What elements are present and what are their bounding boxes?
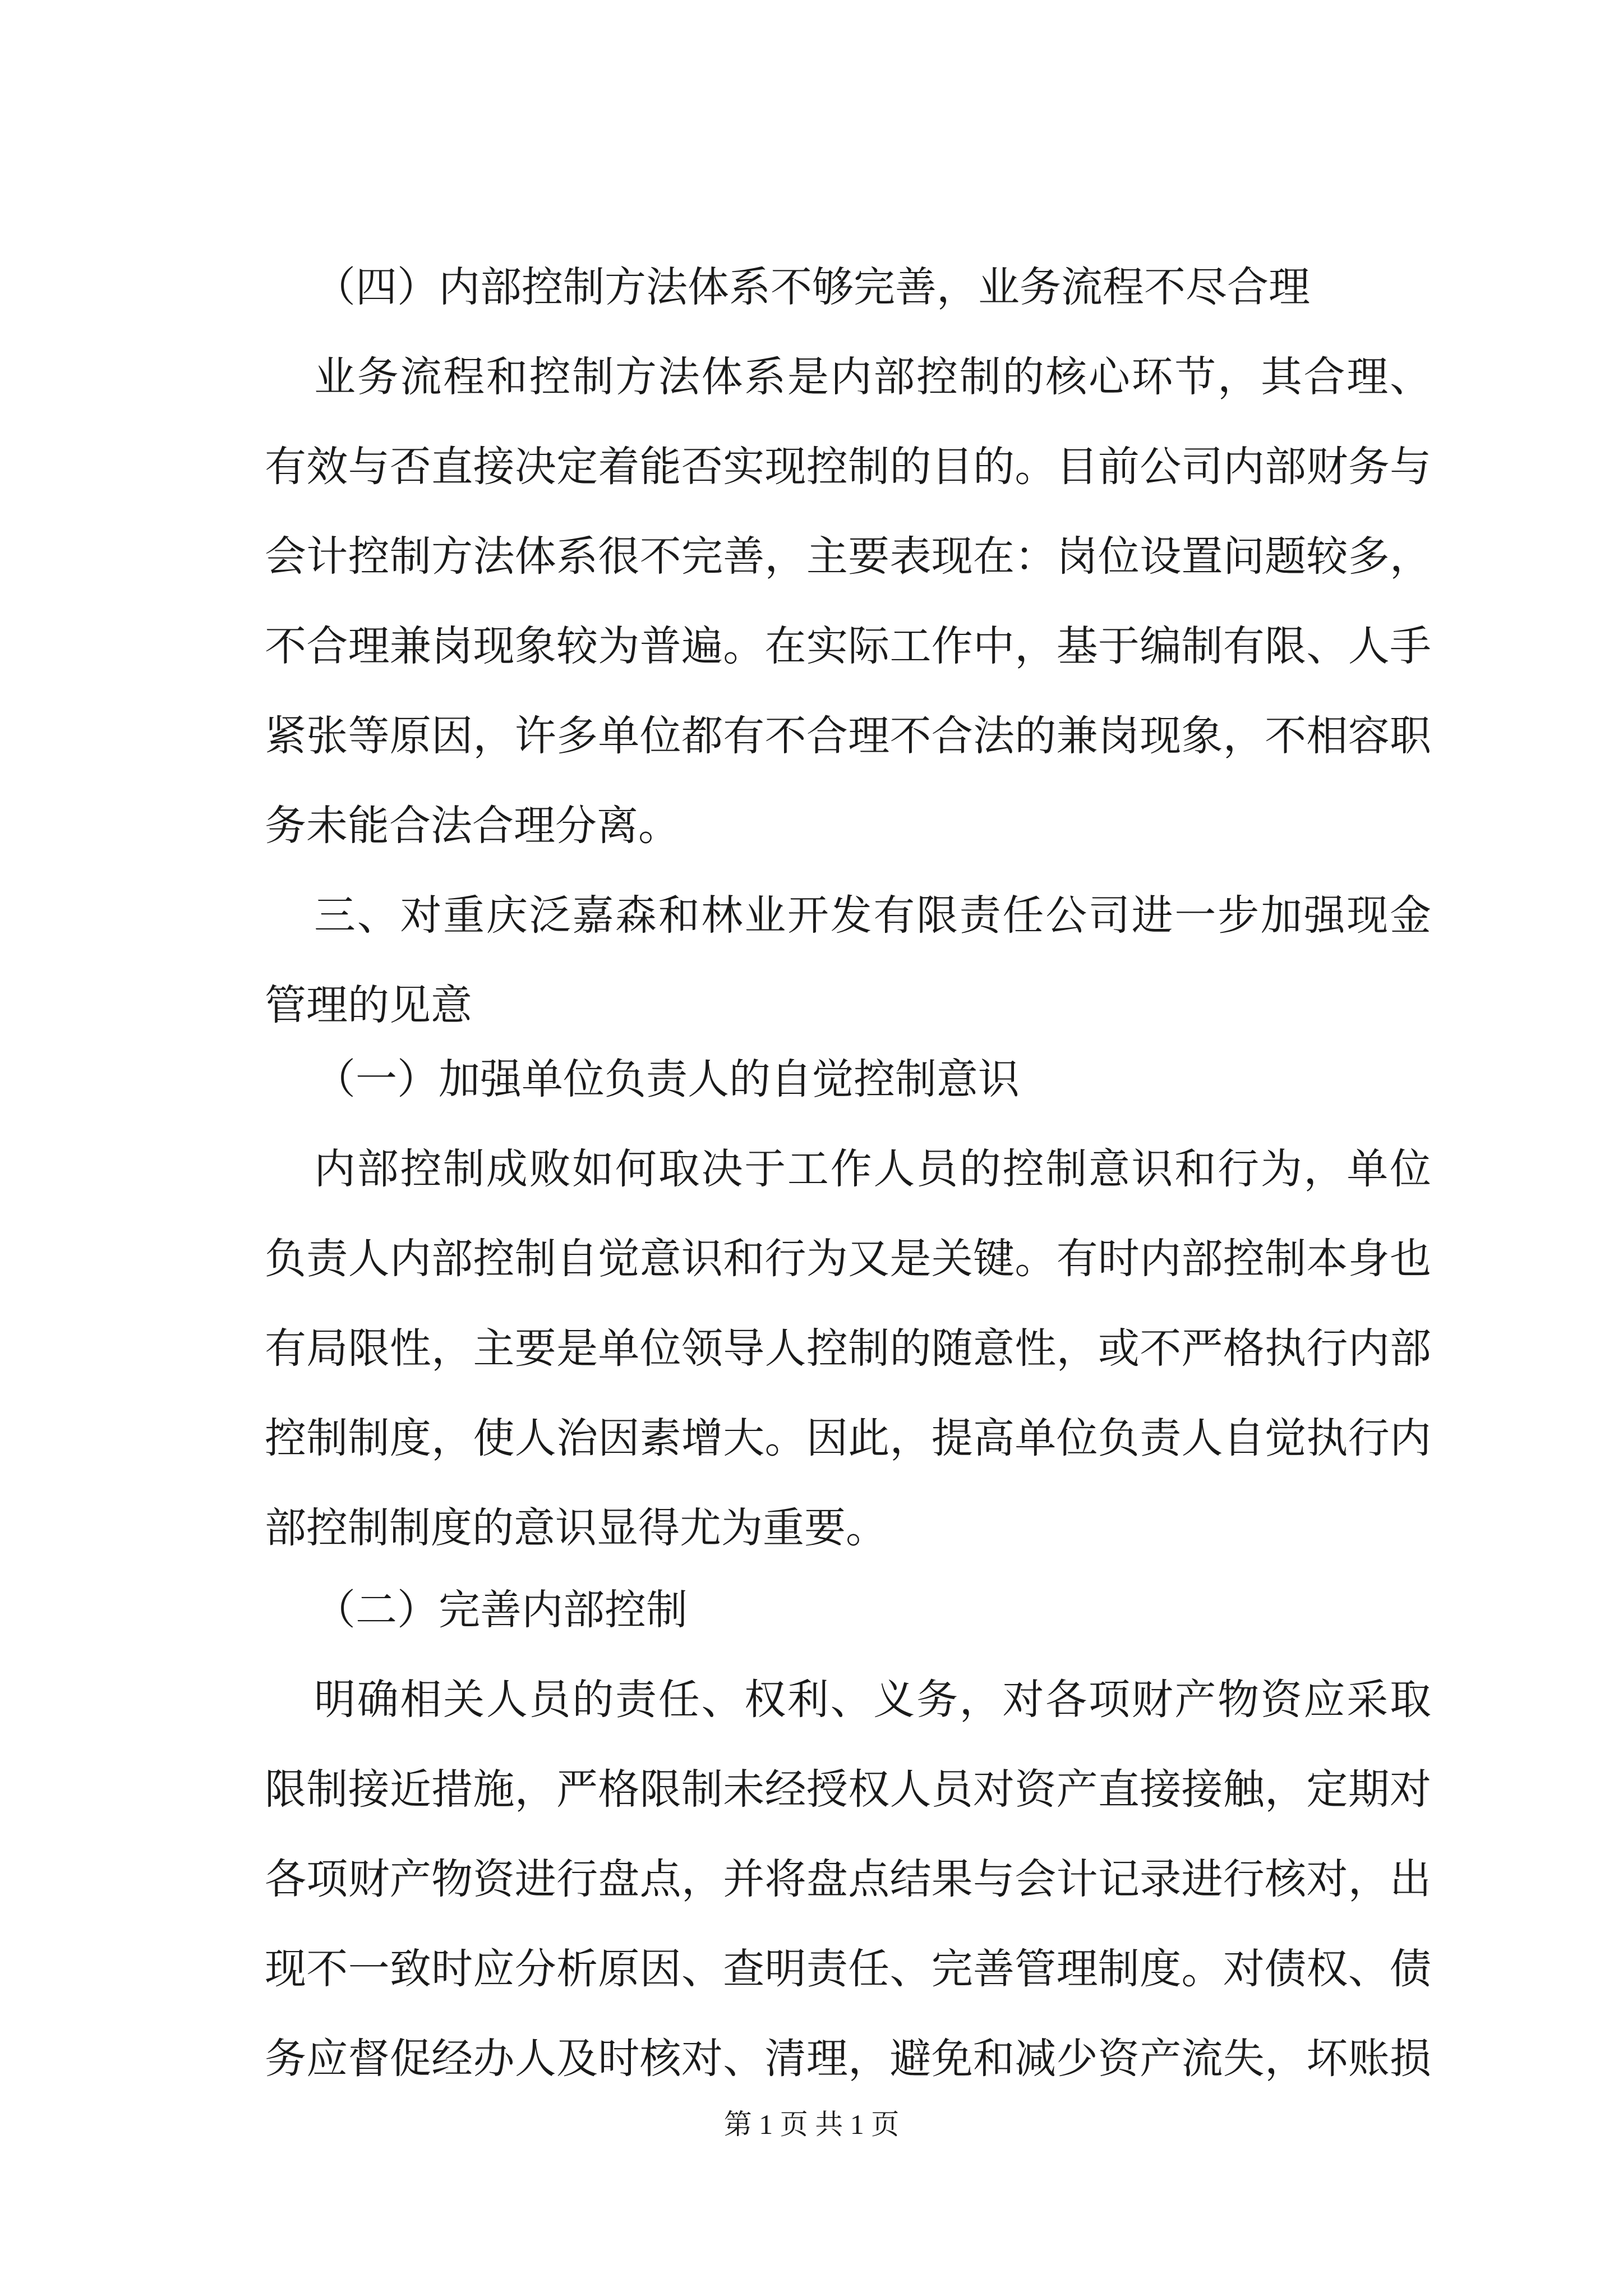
paragraph-line: 会计控制方法体系很不完善，主要表现在：岗位设置问题较多， [265, 532, 1431, 581]
subsection-heading-1: （一）加强单位负责人的自觉控制意识 [314, 1055, 1020, 1103]
paragraph-line: 明确相关人员的责任、权利、义务，对各项财产物资应采取 [314, 1676, 1431, 1724]
page-number-footer: 第 1 页 共 1 页 [723, 2109, 900, 2140]
paragraph-line: 有效与否直接决定着能否实现控制的目的。目前公司内部财务与 [265, 443, 1431, 491]
section-heading-3: 三、对重庆泛嘉森和林业开发有限责任公司进一步加强现金 [314, 891, 1431, 940]
section-heading-3-cont: 管理的见意 [265, 981, 472, 1029]
paragraph-line: 有局限性，主要是单位领导人控制的随意性，或不严格执行内部 [265, 1324, 1431, 1373]
paragraph-line: 现不一致时应分析原因、查明责任、完善管理制度。对债权、债 [265, 1945, 1431, 1993]
subsection-heading-2: （二）完善内部控制 [314, 1586, 688, 1634]
paragraph-line: 负责人内部控制自觉意识和行为又是关键。有时内部控制本身也 [265, 1235, 1431, 1283]
paragraph-line: 各项财产物资进行盘点，并将盘点结果与会计记录进行核对，出 [265, 1855, 1431, 1903]
paragraph-line: 控制制度，使人治因素增大。因此，提高单位负责人自觉执行内 [265, 1414, 1431, 1462]
section-heading-4: （四）内部控制方法体系不够完善，业务流程不尽合理 [314, 263, 1310, 311]
paragraph-line: 业务流程和控制方法体系是内部控制的核心环节，其合理、 [314, 353, 1431, 401]
paragraph-line: 内部控制成败如何取决于工作人员的控制意识和行为，单位 [314, 1145, 1431, 1193]
paragraph-line: 务未能合法合理分离。 [265, 802, 680, 850]
paragraph-line: 紧张等原因，许多单位都有不合理不合法的兼岗现象，不相容职 [265, 712, 1431, 760]
paragraph-line: 务应督促经办人及时核对、清理，避免和减少资产流失，坏账损 [265, 2035, 1431, 2083]
paragraph-line: 不合理兼岗现象较为普遍。在实际工作中，基于编制有限、人手 [265, 622, 1431, 670]
paragraph-line: 限制接近措施，严格限制未经授权人员对资产直接接触，定期对 [265, 1765, 1431, 1814]
paragraph-line: 部控制制度的意识显得尤为重要。 [265, 1504, 887, 1552]
